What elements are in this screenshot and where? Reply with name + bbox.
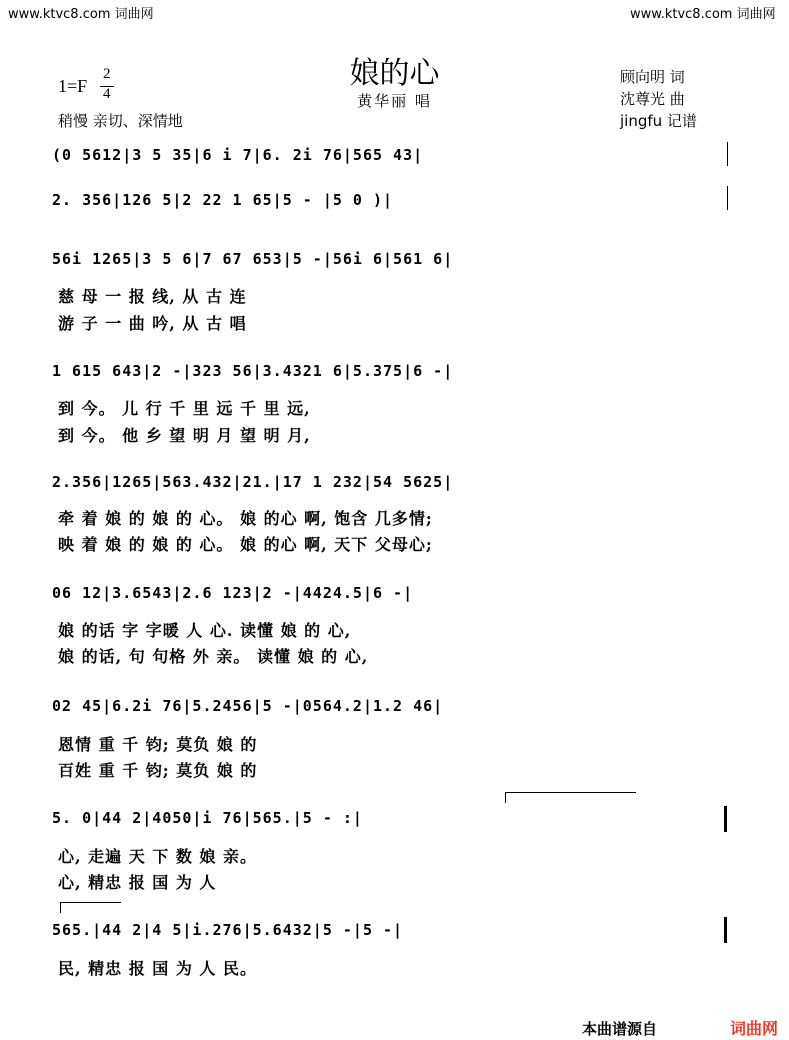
key-signature: 1=F	[58, 76, 88, 96]
score-row-6: 06 12|3.6543|2.6 123|2 -|4424.5|6 -|	[52, 584, 414, 602]
barline	[727, 142, 728, 166]
score-row-9: 565.|44 2|4 5|i.276|5.6432|5 -|5 -|	[52, 921, 404, 939]
score-row-8: 5. 0|44 2|4050|i 76|565.|5 - :|	[52, 809, 363, 827]
source-label: 本曲谱源自	[582, 1020, 658, 1038]
first-ending-bracket	[505, 792, 636, 803]
lyric-row-4-verse-2: 到 今。 他 乡 望 明 月 望 明 月,	[58, 426, 311, 445]
tempo-marking: 稍慢 亲切、深情地	[58, 112, 183, 130]
lyric-row-4-verse-1: 到 今。 儿 行 千 里 远 千 里 远,	[58, 399, 311, 418]
score-row-7: 02 45|6.2i 76|5.2456|5 -|0564.2|1.2 46|	[52, 697, 444, 715]
score-row-5: 2.356|1265|563.432|21.|17 1 232|54 5625|	[52, 473, 454, 491]
score-row-3: 56i 1265|3 5 6|7 67 653|5 -|56i 6|561 6|	[52, 250, 454, 268]
score-row-4: 1 615 643|2 -|323 56|3.4321 6|5.375|6 -|	[52, 362, 454, 380]
lyric-row-6-verse-2: 娘 的话, 句 句格 外 亲。 读懂 娘 的 心,	[58, 647, 369, 666]
lyric-row-3-verse-1: 慈 母 一 报 线, 从 古 连	[58, 287, 247, 306]
site-logo[interactable]: 词曲网	[730, 1019, 779, 1038]
second-ending-bracket	[60, 902, 121, 913]
lyric-row-8-verse-1: 心, 走遍 天 下 数 娘 亲。	[58, 847, 257, 866]
lyricist-credit: 顾向明 词	[620, 68, 685, 86]
lyric-row-7-verse-1: 恩情 重 千 钧; 莫负 娘 的	[58, 735, 258, 754]
lyric-row-6-verse-1: 娘 的话 字 字暖 人 心. 读懂 娘 的 心,	[58, 621, 352, 640]
lyric-row-7-verse-2: 百姓 重 千 钧; 莫负 娘 的	[58, 761, 258, 780]
score-row-1: (0 5612|3 5 35|6 i 7|6. 2i 76|565 43|	[52, 146, 424, 164]
watermark-right: www.ktvc8.com 词曲网	[630, 7, 776, 22]
score-row-2: 2. 356|126 5|2 22 1 65|5 - |5 0 )|	[52, 191, 394, 209]
final-barline	[724, 917, 727, 943]
transcriber-credit: jingfu 记谱	[620, 112, 697, 130]
composer-credit: 沈尊光 曲	[620, 90, 685, 108]
lyric-row-3-verse-2: 游 子 一 曲 吟, 从 古 唱	[58, 314, 247, 333]
singer-credit: 黄华丽 唱	[357, 92, 432, 110]
lyric-row-8-verse-2: 心, 精忠 报 国 为 人	[58, 873, 217, 892]
barline	[727, 186, 728, 210]
lyric-row-9-verse-1: 民, 精忠 报 国 为 人 民。	[58, 959, 257, 978]
lyric-row-5-verse-1: 牵 着 娘 的 娘 的 心。 娘 的心 啊, 饱含 几多情;	[58, 509, 433, 528]
watermark-left: www.ktvc8.com 词曲网	[8, 7, 154, 22]
time-signature-bottom: 4	[103, 86, 111, 102]
song-title: 娘的心	[349, 56, 440, 91]
time-signature-top: 2	[103, 66, 111, 82]
repeat-end-barline	[724, 806, 727, 832]
lyric-row-5-verse-2: 映 着 娘 的 娘 的 心。 娘 的心 啊, 天下 父母心;	[58, 535, 433, 554]
